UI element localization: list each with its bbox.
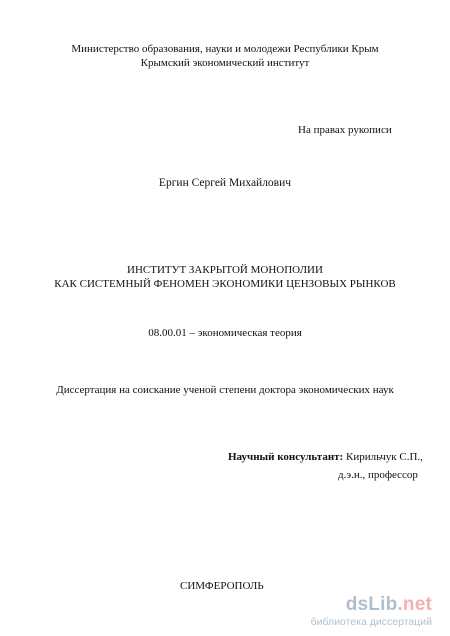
consultant-label: Научный консультант: [228,451,344,463]
dslib-watermark [244,592,444,632]
specialty-line: 08.00.01 – экономическая теория [148,327,302,339]
author-name: Ергин Сергей Михайлович [158,177,292,189]
city-line: СИМФЕРОПОЛЬ [180,580,264,592]
dslib-logo: dsLib.net [345,594,432,615]
rights-note: На правах рукописи [298,124,392,136]
dslib-tagline: библиотека диссертаций [310,616,432,628]
title-line-2: КАК СИСТЕМНЫЙ ФЕНОМЕН ЭКОНОМИКИ ЦЕНЗОВЫХ РЫНКОВ [54,278,396,290]
institute-line: Крымский экономический институт [140,57,310,69]
consultant-degree: д.э.н., профессор [338,469,418,481]
dissertation-degree-line: Диссертация на соискание ученой степени доктора экономических наук [56,384,394,396]
consultant-name: Кирильчук С.П., [343,451,423,463]
title-line-1: ИНСТИТУТ ЗАКРЫТОЙ МОНОПОЛИИ [127,264,323,276]
consultant-line [228,451,423,464]
ministry-line: Министерство образования, науки и молодежи Республики Крым [71,43,379,55]
